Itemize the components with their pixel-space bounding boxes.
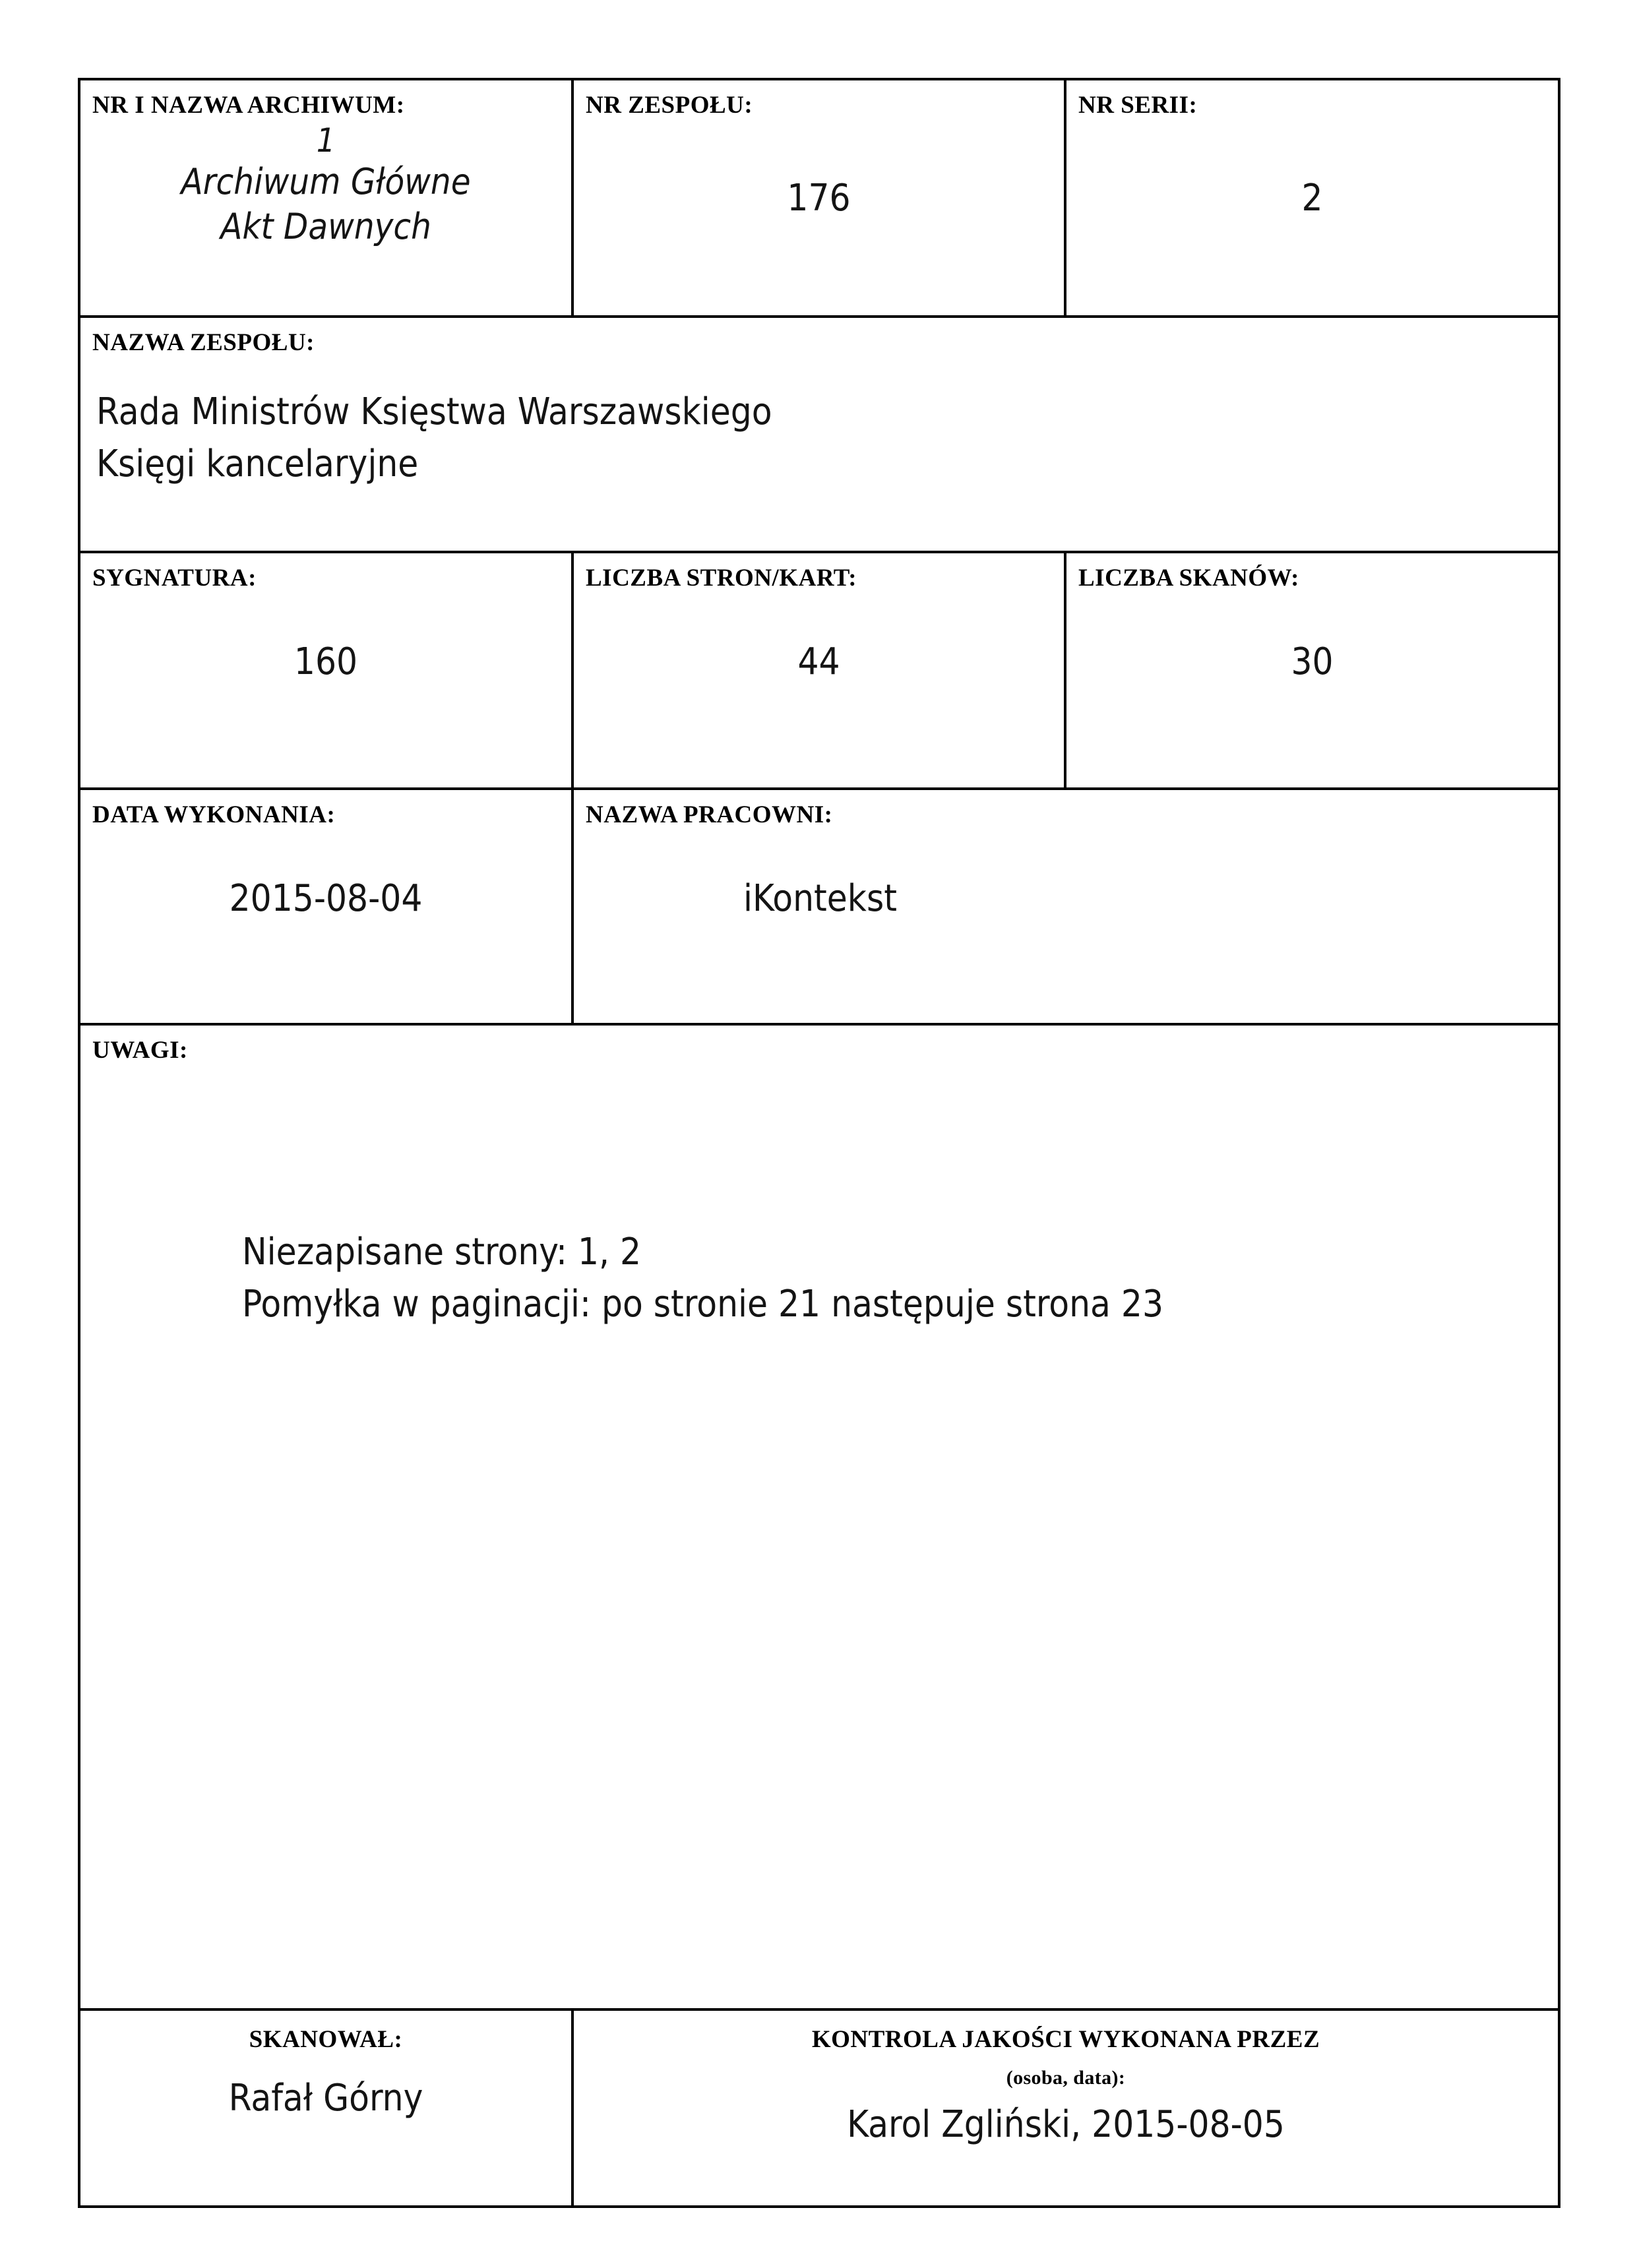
archive-name-line-1: Archiwum Główne: [181, 161, 471, 203]
cell-quality-control: [572, 2009, 1559, 2207]
cell-signature: [79, 552, 572, 789]
scan-count-label: LICZBA SKANÓW:: [1078, 565, 1299, 592]
lab-name-value: iKontekst: [743, 876, 897, 920]
scanned-by-value: Rafał Górny: [228, 2077, 423, 2120]
table-row-fonds-name: [79, 317, 1559, 552]
cell-scan-count: [1065, 552, 1559, 789]
archive-number: 1: [316, 121, 336, 160]
page-count-value-wrap: [574, 592, 1064, 732]
notes-label: UWAGI:: [92, 1037, 188, 1064]
cell-scanned-by: [79, 2009, 572, 2207]
fonds-name-value-group: [80, 357, 1558, 491]
cell-archive-name: [79, 79, 572, 317]
scan-count-value-wrap: [1066, 592, 1558, 732]
production-date-label: DATA WYKONANIA:: [92, 801, 336, 828]
series-number-value-wrap: [1066, 119, 1558, 278]
quality-control-sublabel: (osoba, data):: [1006, 2067, 1126, 2089]
page-count-label: LICZBA STRON/KART:: [586, 565, 857, 592]
table-row-signoff: [79, 2009, 1559, 2207]
fonds-number-value: 176: [787, 176, 851, 220]
notes-line-2: Pomyłka w paginacji: po stronie 21 następuje strona 23: [242, 1283, 1164, 1326]
cell-production-date: [79, 789, 572, 1024]
signature-value-wrap: [80, 592, 571, 732]
fonds-name-label: NAZWA ZESPOŁU:: [92, 329, 315, 356]
archive-value-group: [80, 119, 571, 249]
notes-body: [80, 1064, 1558, 1331]
production-date-value-wrap: [80, 829, 571, 969]
notes-line-1: Niezapisane strony: 1, 2: [242, 1230, 642, 1273]
lab-name-label: NAZWA PRACOWNI:: [586, 801, 833, 828]
production-date-value: 2015-08-04: [229, 876, 423, 920]
quality-control-value: Karol Zgliński, 2015-08-05: [847, 2103, 1285, 2146]
signature-label: SYGNATURA:: [92, 565, 257, 592]
table-row-notes: [79, 1024, 1559, 2009]
fonds-number-label: NR ZESPOŁU:: [586, 92, 753, 119]
scanned-by-value-wrap: [80, 2054, 571, 2122]
fonds-name-line-2: Księgi kancelaryjne: [96, 443, 419, 486]
page-count-value: 44: [797, 640, 840, 683]
quality-control-value-wrap: [574, 2089, 1558, 2149]
signature-value: 160: [293, 640, 358, 683]
cell-fonds-name: [79, 317, 1559, 552]
cell-page-count: [572, 552, 1065, 789]
metadata-table: [78, 78, 1560, 2208]
quality-control-label: KONTROLA JAKOŚCI WYKONANA PRZEZ: [811, 2026, 1320, 2053]
cell-lab-name: [572, 789, 1559, 1024]
archive-label: NR I NAZWA ARCHIWUM:: [92, 92, 405, 119]
cell-notes: [79, 1024, 1559, 2009]
cell-fonds-number: [572, 79, 1065, 317]
scan-count-value: 30: [1291, 640, 1334, 683]
fonds-number-value-wrap: [574, 119, 1064, 278]
cell-series-number: [1065, 79, 1559, 317]
series-number-value: 2: [1301, 176, 1323, 220]
scanned-by-label: SKANOWAŁ:: [249, 2026, 403, 2053]
lab-name-value-wrap: [574, 829, 1066, 969]
table-row-production: [79, 789, 1559, 1024]
table-row-counts: [79, 552, 1559, 789]
table-row-archive: [79, 79, 1559, 317]
archive-name-line-2: Akt Dawnych: [220, 205, 431, 247]
fonds-name-line-1: Rada Ministrów Księstwa Warszawskiego: [96, 390, 772, 433]
series-number-label: NR SERII:: [1078, 92, 1198, 119]
